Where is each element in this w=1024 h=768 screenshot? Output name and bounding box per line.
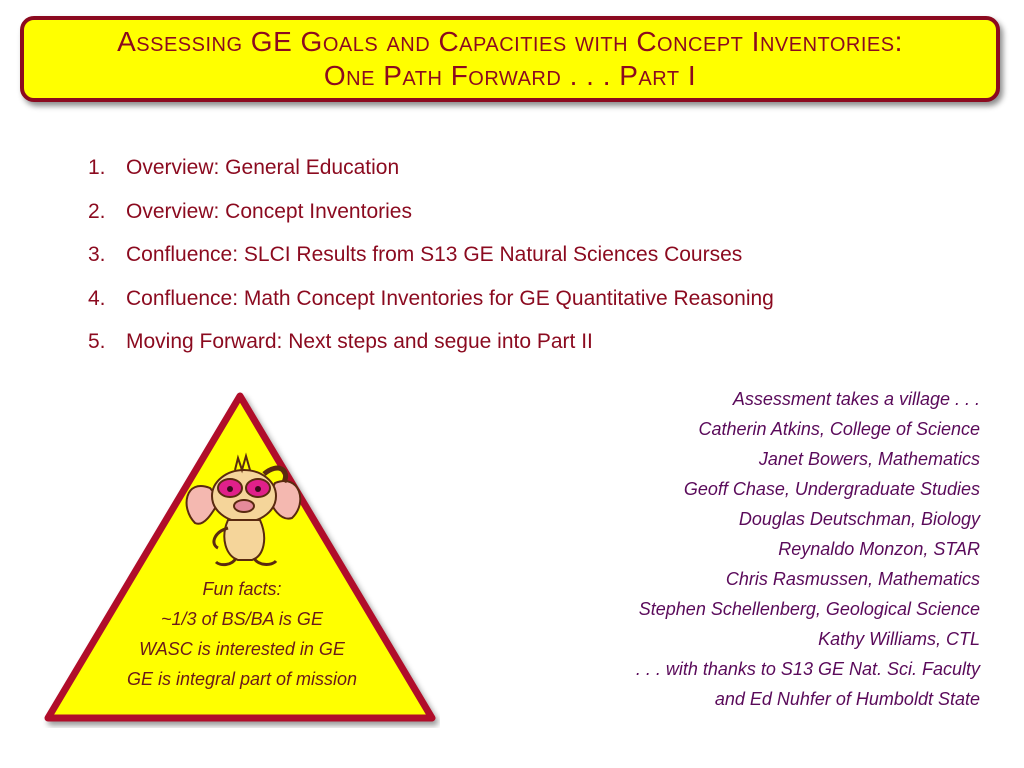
agenda-item [88,146,988,190]
agenda-item-text: Confluence: SLCI Results from S13 GE Natural Sciences Courses [126,243,743,266]
agenda-item-number: 1. [88,156,106,179]
agenda-item [88,190,988,234]
agenda-item-text: Overview: Concept Inventories [126,199,412,223]
slide-title-box [20,16,1000,102]
credit-line: Geoff Chase, Undergraduate Studies [683,479,980,499]
fun-fact: WASC is interested in GE [139,639,345,659]
fun-fact: ~1/3 of BS/BA is GE [161,609,323,629]
agenda-item-text: Confluence: Math Concept Inventories for GE Quantitative Reasoning [126,286,774,310]
credit-line: Chris Rasmussen, Mathematics [725,569,980,589]
slide-title-line-1: Assessing GE Goals and Capacities with Concept Inventories: [117,26,903,57]
cartoon-character-icon [180,448,310,568]
credits-list [420,384,980,714]
credit-line: Kathy Williams, CTL [818,629,980,649]
agenda-item [88,233,988,277]
fun-facts-heading: Fun facts: [202,579,282,599]
fun-fact: GE is integral part of mission [126,669,358,689]
credit-line: Reynaldo Monzon, STAR [778,539,980,559]
credit-line: and Ed Nuhfer of Humboldt State [714,689,980,709]
agenda-item-text: Overview: General Education [126,156,400,179]
credit-line: Douglas Deutschman, Biology [738,509,980,529]
agenda-item-number: 4. [88,286,106,310]
agenda-item-number: 2. [88,199,106,223]
agenda-item [88,320,988,364]
credits-intro: Assessment takes a village . . . [732,389,980,409]
fun-facts [40,574,444,694]
agenda-item-text: Moving Forward: Next steps and segue into Part II [126,330,593,353]
agenda-item [88,277,988,321]
warning-sign [40,388,440,728]
credit-line: Stephen Schellenberg, Geological Science [638,599,980,619]
credit-line: . . . with thanks to S13 GE Nat. Sci. Faculty [635,659,980,679]
agenda-item-number: 3. [88,243,106,266]
credit-line: Janet Bowers, Mathematics [758,449,980,469]
slide-title-line-2: One Path Forward . . . Part I [323,60,697,91]
agenda-list [88,146,988,364]
agenda-item-number: 5. [88,330,106,353]
credit-line: Catherin Atkins, College of Science [698,419,980,439]
